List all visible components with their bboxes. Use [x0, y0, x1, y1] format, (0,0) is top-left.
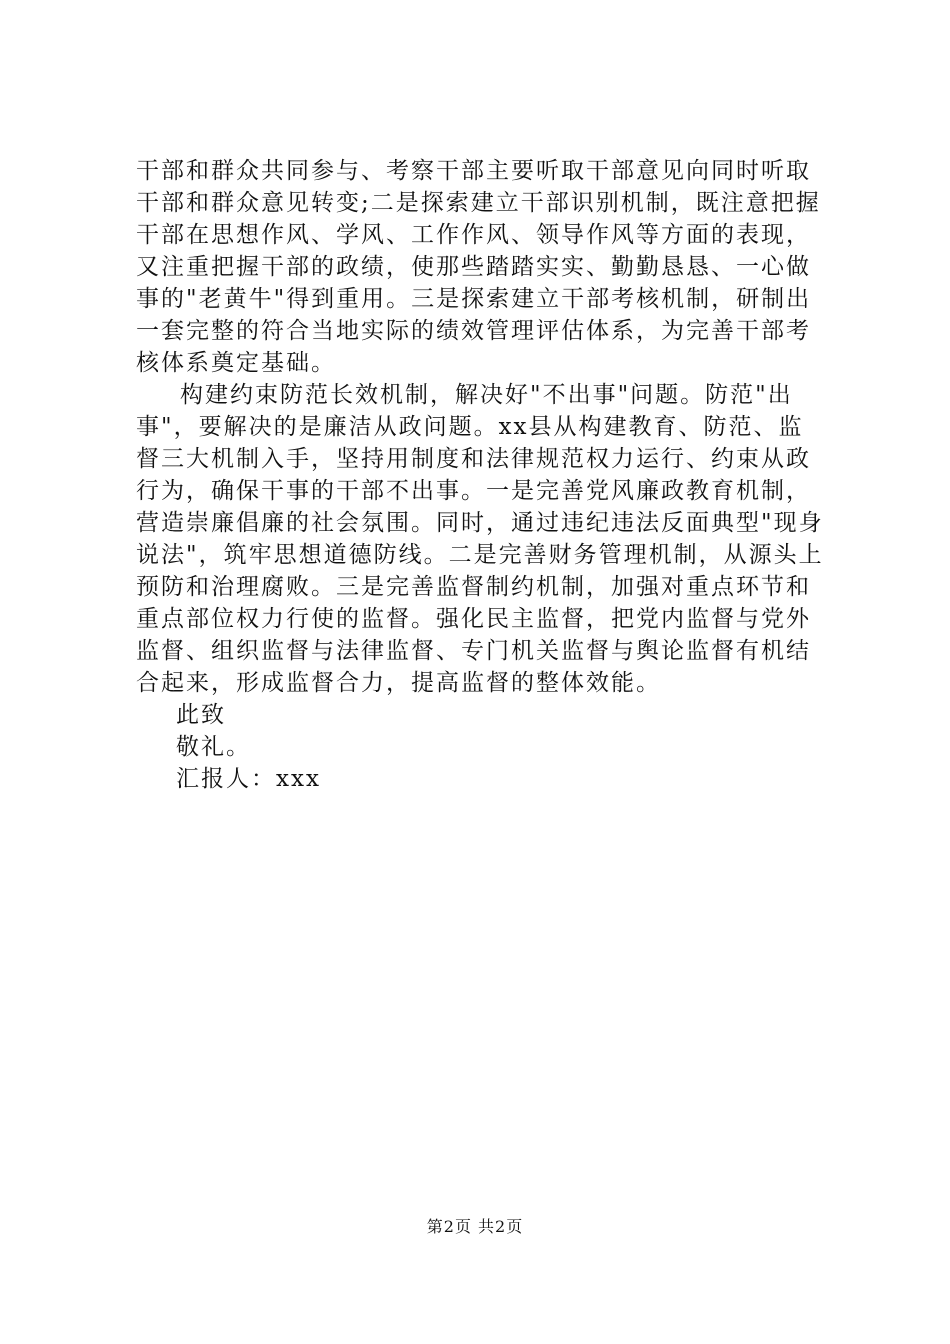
text-line: 干部和群众共同参与、考察干部主要听取干部意见向同时听取: [136, 158, 811, 184]
text-line: 又注重把握干部的政绩，使那些踏踏实实、勤勤恳恳、一心做: [136, 254, 811, 280]
text-line: 干部在思想作风、学风、工作作风、领导作风等方面的表现，: [136, 222, 811, 248]
paragraph-2: [136, 379, 836, 699]
text-line: 说法"，筑牢思想道德防线。二是完善财务管理机制，从源头上: [136, 542, 824, 568]
page-footer: 第2页 共2页: [426, 1217, 524, 1236]
text-line: 一套完整的符合当地实际的绩效管理评估体系，为完善干部考: [136, 318, 811, 344]
signature-line: 汇报人：xxx: [176, 766, 321, 792]
document-body: [136, 155, 836, 795]
text-line: 事"，要解决的是廉洁从政问题。xx县从构建教育、防范、监: [136, 414, 804, 440]
text-line: 重点部位权力行使的监督。强化民主监督，把党内监督与党外: [136, 606, 811, 632]
text-line: 营造崇廉倡廉的社会氛围。同时，通过违纪违法反面典型"现身: [136, 510, 824, 536]
text-line: 核体系奠定基础。: [136, 350, 336, 376]
closing-line: 此致: [176, 702, 226, 728]
paragraph-1: [136, 155, 836, 379]
text-line: 构建约束防范长效机制，解决好"不出事"问题。防范"出: [180, 382, 793, 408]
text-line: 督三大机制入手，坚持用制度和法律规范权力运行、约束从政: [136, 446, 811, 472]
text-line: 预防和治理腐败。三是完善监督制约机制，加强对重点环节和: [136, 574, 811, 600]
text-line: 行为，确保干事的干部不出事。一是完善党风廉政教育机制，: [136, 478, 811, 504]
salute-line: 敬礼。: [176, 734, 251, 760]
text-line: 事的"老黄牛"得到重用。三是探索建立干部考核机制，研制出: [136, 286, 812, 312]
text-line: 合起来，形成监督合力，提高监督的整体效能。: [136, 670, 661, 696]
text-line: 监督、组织监督与法律监督、专门机关监督与舆论监督有机结: [136, 638, 811, 664]
text-line: 干部和群众意见转变;二是探索建立干部识别机制，既注意把握: [136, 190, 821, 216]
